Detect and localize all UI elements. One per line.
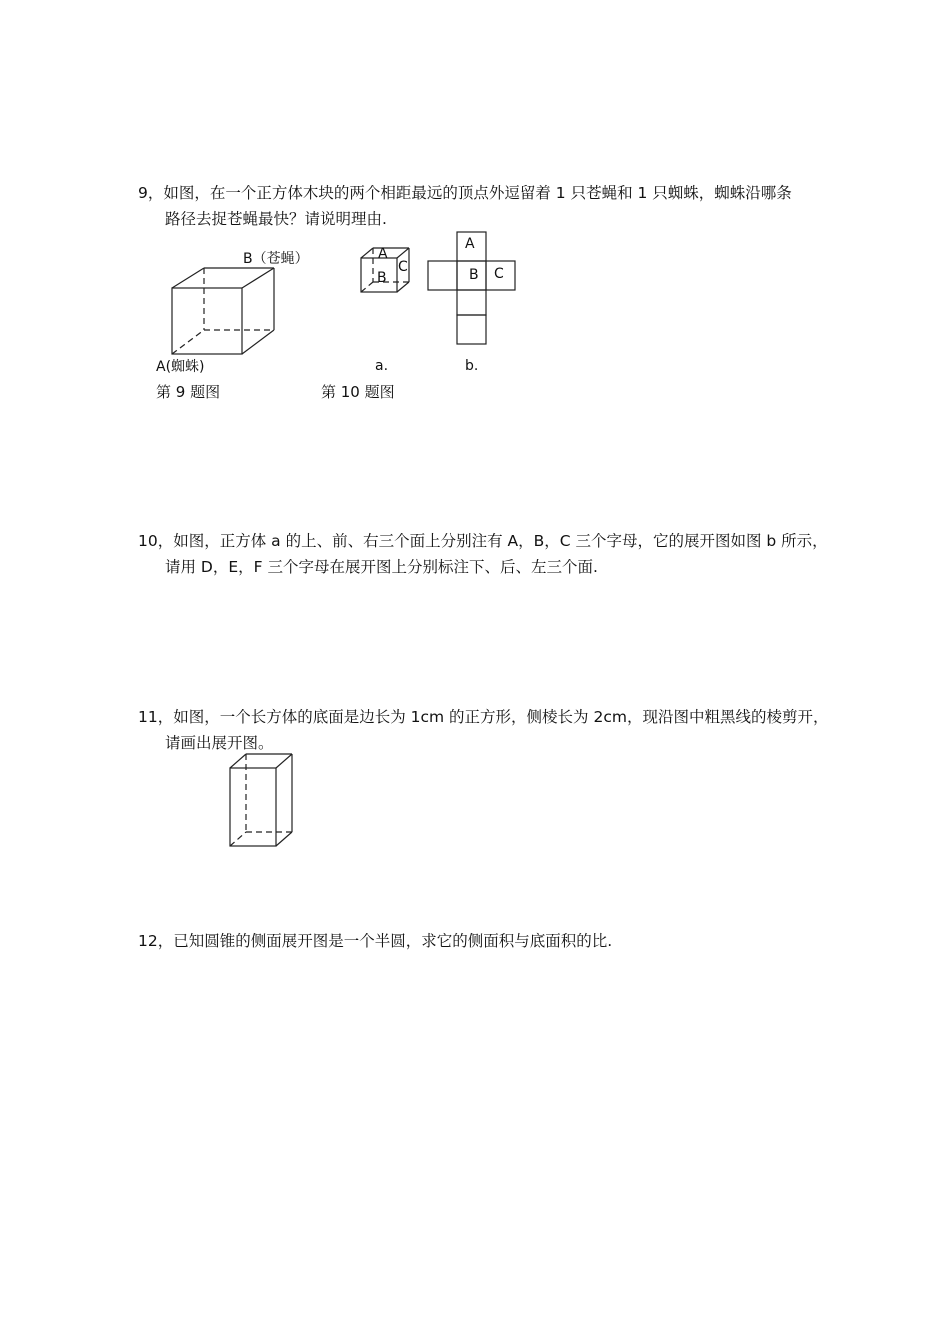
question-9-line2: 路径去捉苍蝇最快？请说明理由. (165, 210, 387, 228)
question-11-line2: 请画出展开图。 (165, 734, 274, 752)
net-letter-b: B (469, 267, 479, 283)
figure-11-prism (228, 752, 298, 852)
question-9 (138, 180, 878, 232)
cube-a-letter-b: B (377, 270, 387, 286)
question-11-line1: 11，如图，一个长方体的底面是边长为 1cm 的正方形，侧棱长为 2cm，现沿图中粗黑线的棱剪开， (138, 708, 829, 726)
question-11 (138, 704, 878, 756)
cube-a-letter-a: A (378, 246, 388, 262)
cube-a-letter-c: C (398, 259, 408, 275)
fly-label: B（苍蝇） (243, 251, 309, 267)
question-10-line2: 请用 D，E，F 三个字母在展开图上分别标注下、后、左三个面. (165, 558, 598, 576)
question-12 (138, 928, 878, 954)
figure-9-caption: 第 9 题图 (156, 383, 221, 401)
spider-label: A(蜘蛛) (156, 359, 205, 375)
figure-10-caption: 第 10 题图 (321, 383, 395, 401)
question-9-line1: 9，如图，在一个正方体木块的两个相距最远的顶点外逗留着 1 只苍蝇和 1 只蜘蛛，蜘蛛沿哪条 (138, 184, 792, 202)
question-12-line1: 12，已知圆锥的侧面展开图是一个半圆，求它的侧面积与底面积的比. (138, 932, 613, 950)
figure-10a-label: a. (375, 358, 389, 374)
net-letter-c: C (494, 266, 504, 282)
question-10 (138, 528, 878, 580)
net-letter-a: A (465, 236, 475, 252)
figure-10a-cube (358, 246, 418, 296)
figure-10b-label: b. (465, 358, 479, 374)
question-10-line1: 10，如图，正方体 a 的上、前、右三个面上分别注有 A，B，C 三个字母，它的展开图如图 b 所示， (138, 532, 828, 550)
figure-9-cube (160, 260, 290, 370)
